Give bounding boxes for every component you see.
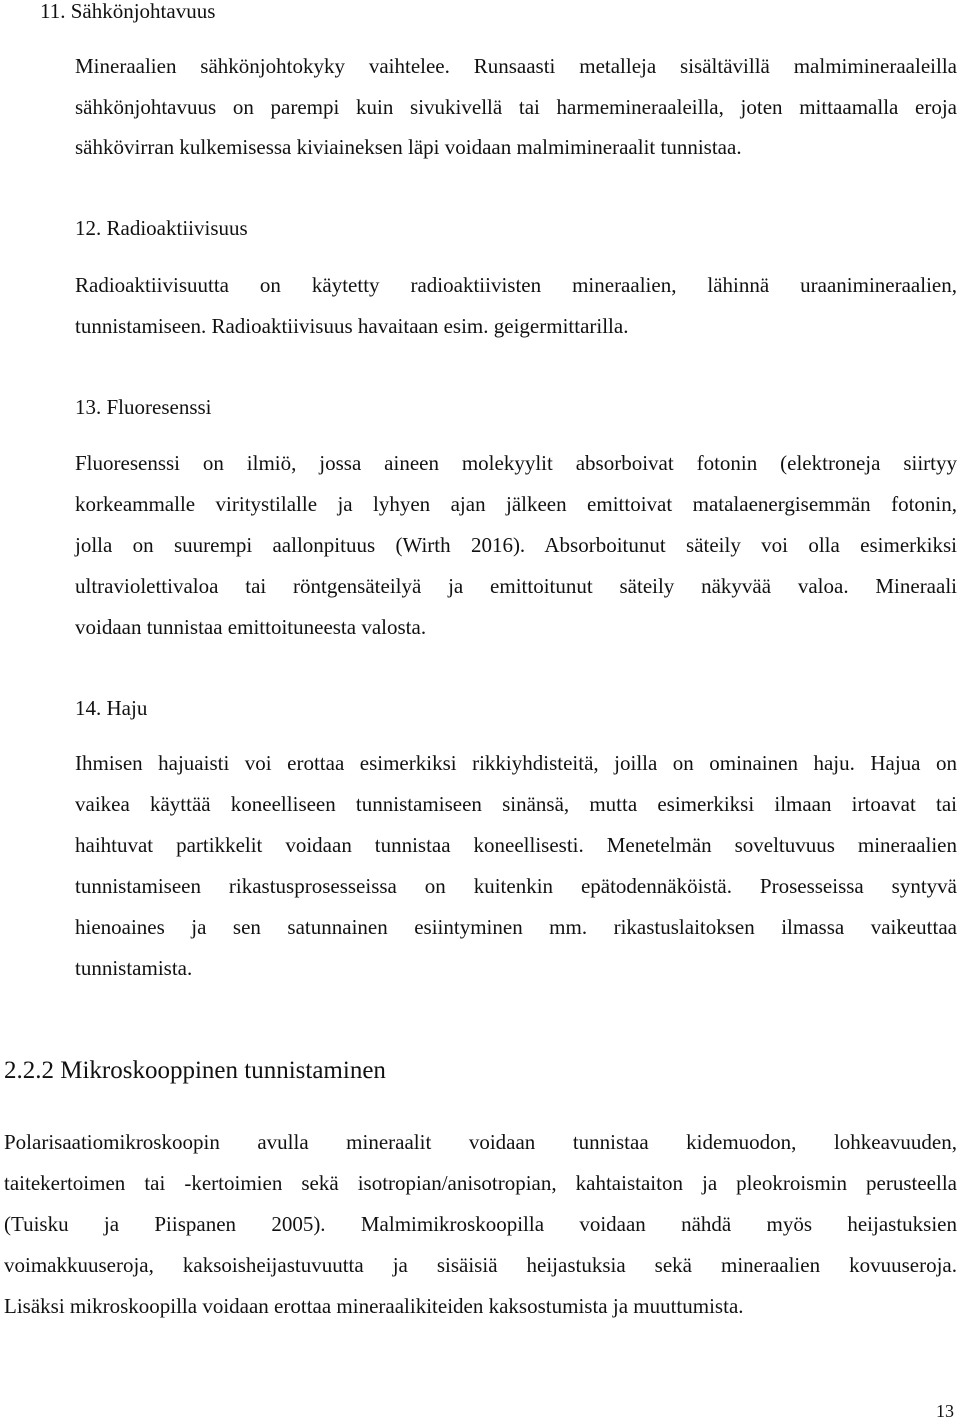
paragraph-line: (Tuisku ja Piispanen 2005). Malmimikroskoopilla voidaan nähdä myös heijastuksien [4,1212,957,1236]
paragraph-line: tunnistamiseen. Radioaktiivisuus havaitaan esim. geigermittarilla. [75,314,629,338]
page-number: 13 [936,1401,954,1421]
subsection-heading: 2.2.2 Mikroskooppinen tunnistaminen [4,1057,386,1084]
paragraph-line: sähkövirran kulkemisessa kiviaineksen läpi voidaan malmimineraalit tunnistaa. [75,135,742,159]
paragraph-line: Fluoresenssi on ilmiö, jossa aineen molekyylit absorboivat fotonin (elektroneja siirtyy [75,451,957,475]
paragraph-line: Lisäksi mikroskoopilla voidaan erottaa mineraalikiteiden kaksostumista ja muuttumista. [4,1294,744,1318]
paragraph-line: Radioaktiivisuutta on käytetty radioaktiivisten mineraalien, lähinnä uraanimineraalien, [75,273,957,297]
paragraph-line: Ihmisen hajuaisti voi erottaa esimerkiksi rikkiyhdisteitä, joilla on ominainen haju. Hajua on [75,751,957,775]
paragraph-line: Polarisaatiomikroskoopin avulla mineraalit voidaan tunnistaa kidemuodon, lohkeavuuden, [4,1130,957,1154]
paragraph-line: voidaan tunnistaa emittoituneesta valosta. [75,615,427,639]
paragraph-line: jolla on suurempi aallonpituus (Wirth 2016). Absorboitunut säteily voi olla esimerkiksi [75,533,957,557]
paragraph-line: Mineraalien sähkönjohtokyky vaihtelee. Runsaasti metalleja sisältävillä malmimineraaleilla [75,54,957,78]
section-heading-11: 11. Sähkönjohtavuus [40,0,216,23]
paragraph-line: hienoaines ja sen satunnainen esiintyminen mm. rikastuslaitoksen ilmassa vaikeuttaa [75,915,957,939]
section-heading-12: 12. Radioaktiivisuus [75,216,248,240]
paragraph-line: korkeammalle viritystilalle ja lyhyen ajan jälkeen emittoivat matalaenergisemmän fotonin, [75,492,957,516]
paragraph-line: voimakkuuseroja, kaksoisheijastuvuutta ja sisäisiä heijastuksia sekä mineraalien kovuuseroja. [4,1253,957,1277]
paragraph-line: haihtuvat partikkelit voidaan tunnistaa koneellisesti. Menetelmän soveltuvuus mineraalien [75,833,957,857]
section-heading-14: 14. Haju [75,696,148,720]
paragraph-line: tunnistamiseen rikastusprosesseissa on kuitenkin epätodennäköistä. Prosesseissa syntyvä [75,874,957,898]
paragraph-line: sähkönjohtavuus on parempi kuin sivukivellä tai harmemineraaleilla, joten mittaamalla eroja [75,95,957,119]
paragraph-line: ultraviolettivaloa tai röntgensäteilyä ja emittoitunut säteily näkyvää valoa. Mineraali [75,574,957,598]
paragraph-line: tunnistamista. [75,956,193,980]
paragraph-line: taitekertoimen tai -kertoimien sekä isotropian/anisotropian, kahtaistaiton ja pleokroismin perusteella [4,1171,957,1195]
section-heading-13: 13. Fluoresenssi [75,395,212,419]
paragraph-line: vaikea käyttää koneelliseen tunnistamiseen sinänsä, mutta esimerkiksi ilmaan irtoavat tai [75,792,957,816]
